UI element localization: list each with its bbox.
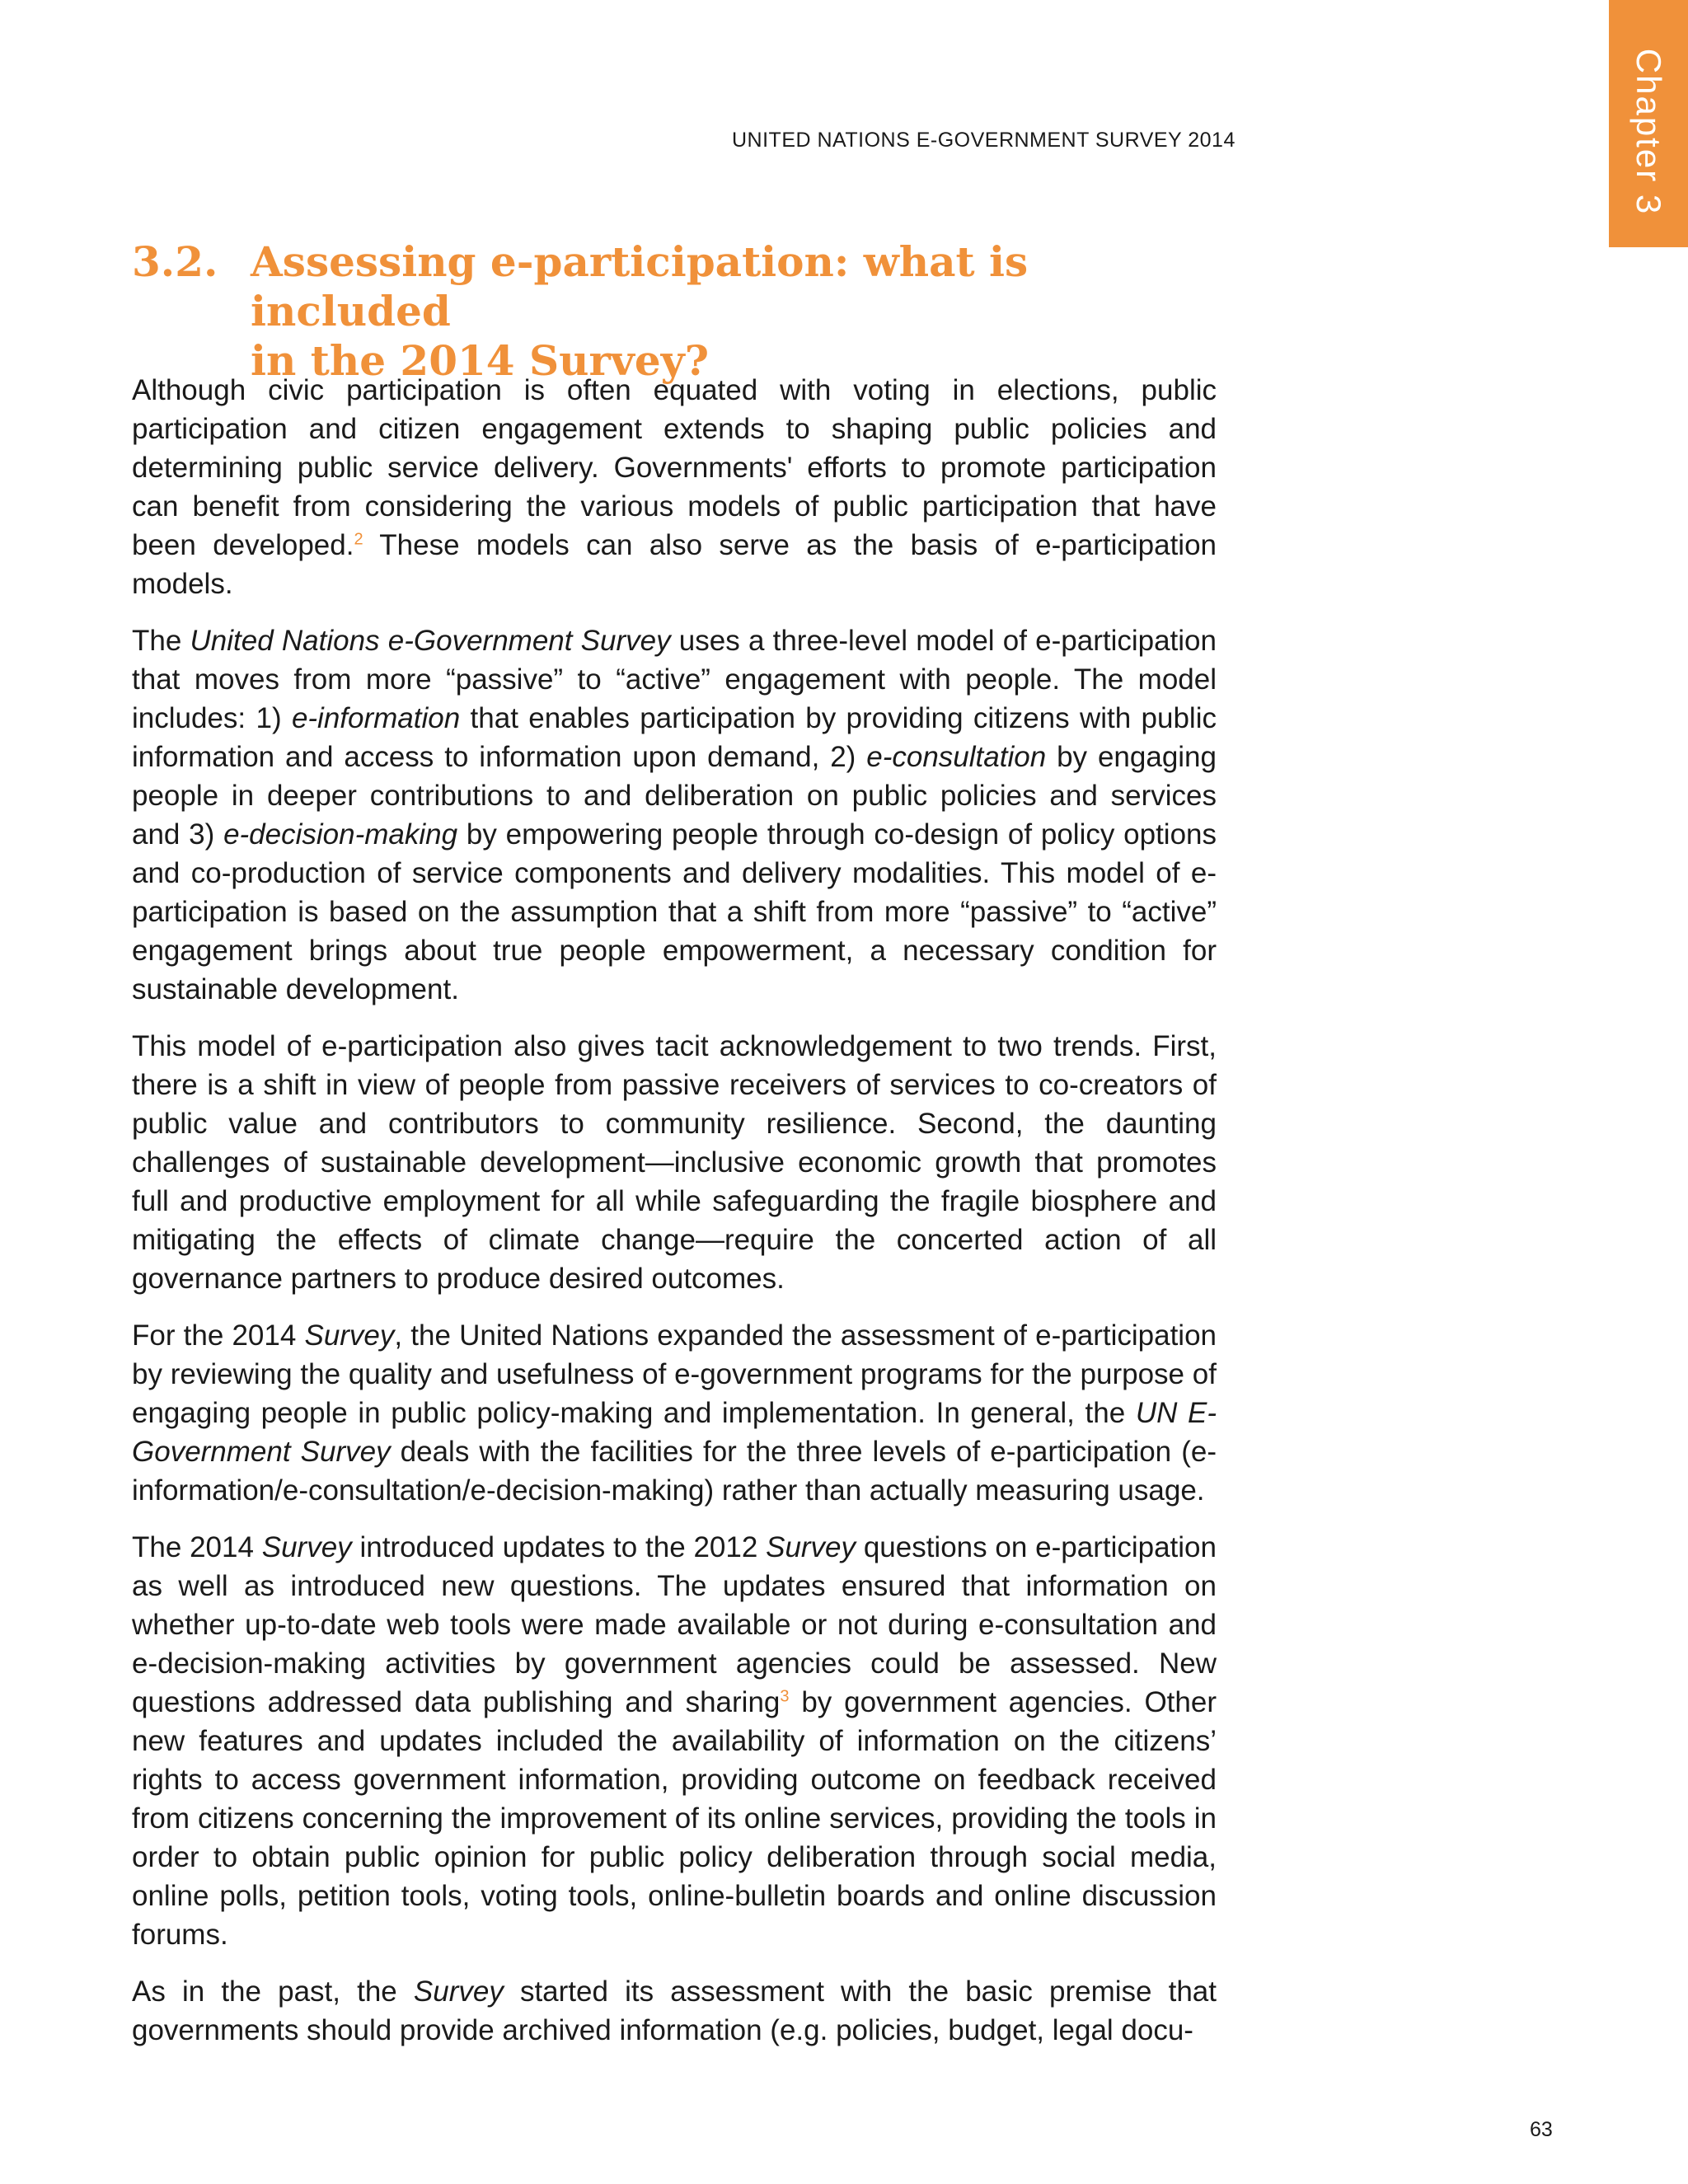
section-title-line-2: in the 2014 Survey? xyxy=(251,336,710,385)
footnote-ref-2[interactable]: 2 xyxy=(354,530,363,549)
italic-survey: Survey xyxy=(261,1531,352,1563)
footnote-ref-3[interactable]: 3 xyxy=(780,1687,790,1706)
chapter-tab-label: Chapter 3 xyxy=(1629,48,1668,216)
paragraph-2: The United Nations e-Government Survey uses a three-level model of e-participation that moves from more “passive” to “active” engagement with people. The model includes: 1) e-information that enables participation by providing citizens with public information and access to information upon demand, 2) e-consultation by engaging people in deeper contributions to and deliberation on public policies and services and 3) e-decision-making by empowering people through co-design of policy options and co-production of service components and delivery modalities. This model of e-participation is based on the assumption that a shift from more “passive” to “active” engagement brings about true people empowerment, a necessary condition for sustainable development. xyxy=(132,625,1217,1005)
italic-term-e-consultation: e-consultation xyxy=(866,741,1047,773)
section-title-line-1: Assessing e-participation: what is included xyxy=(251,237,1029,335)
italic-un-survey-title: UN E-Government Survey xyxy=(132,1397,1217,1468)
page-number: 63 xyxy=(1530,2118,1553,2141)
section-heading xyxy=(132,237,1203,386)
paragraph-6: As in the past, the Survey started its assessment with the basic premise that governments should provide archived information (e.g. policies, budget, legal docu- xyxy=(132,1975,1217,2046)
body-copy xyxy=(132,371,1217,2068)
heading-line-1 xyxy=(132,237,1203,336)
paragraph-1: Although civic participation is often equated with voting in elections, public participation and citizen engagement extends to shaping public policies and determining public service delivery. Governments' efforts to promote participation can benefit from considering the various models of public participation that have been developed.$^2$ These models can also serve as the basis of e-participation models. xyxy=(132,374,1217,600)
italic-term-e-information: e-information xyxy=(291,702,461,734)
italic-survey: Survey xyxy=(304,1319,395,1352)
chapter-tab xyxy=(1609,0,1688,247)
paragraph-3: This model of e-participation also gives tacit acknowledgement to two trends. First, there is a shift in view of people from passive receivers of services to co-creators of public value and contributors to community resilience. Second, the daunting challenges of sustainable development—inclusive economic growth that promotes full and productive employment for all while safeguarding the fragile biosphere and mitigating the effects of climate change—require the concerted action of all governance partners to produce desired outcomes. xyxy=(132,1030,1217,1295)
italic-term-e-decision-making: e-decision-making xyxy=(223,818,458,851)
italic-survey: Survey xyxy=(413,1975,504,2008)
section-number: 3.2. xyxy=(132,237,218,286)
running-header: UNITED NATIONS E-GOVERNMENT SURVEY 2014 xyxy=(732,129,1236,152)
paragraph-5: The 2014 Survey introduced updates to the 2012 Survey questions on e-participation as well as introduced new questions. The updates ensured that information on whether up-to-date web tools were made available or not during e-consultation and e-decision-making activities by government agencies could be assessed. New questions addressed data publishing and sharing$^3$ by government agencies. Other new features and updates included the availability of information on the citizens’ rights to access government information, providing outcome on feedback received from citizens concerning the improvement of its online services, providing the tools in order to obtain public opinion for public policy deliberation through social media, online polls, petition tools, voting tools, online-bulletin boards and online discussion forums. xyxy=(132,1531,1217,1951)
paragraph-4: For the 2014 Survey, the United Nations expanded the assessment of e-participation by reviewing the quality and usefulness of e-government programs for the purpose of engaging people in public policy-making and implementation. In general, the UN E-Government Survey deals with the facilities for the three levels of e-participation (e-information/e-consultation/e-decision-making) rather than actually measuring usage. xyxy=(132,1319,1217,1507)
italic-survey-title: United Nations e-Government Survey xyxy=(190,625,671,657)
italic-survey: Survey xyxy=(766,1531,856,1563)
